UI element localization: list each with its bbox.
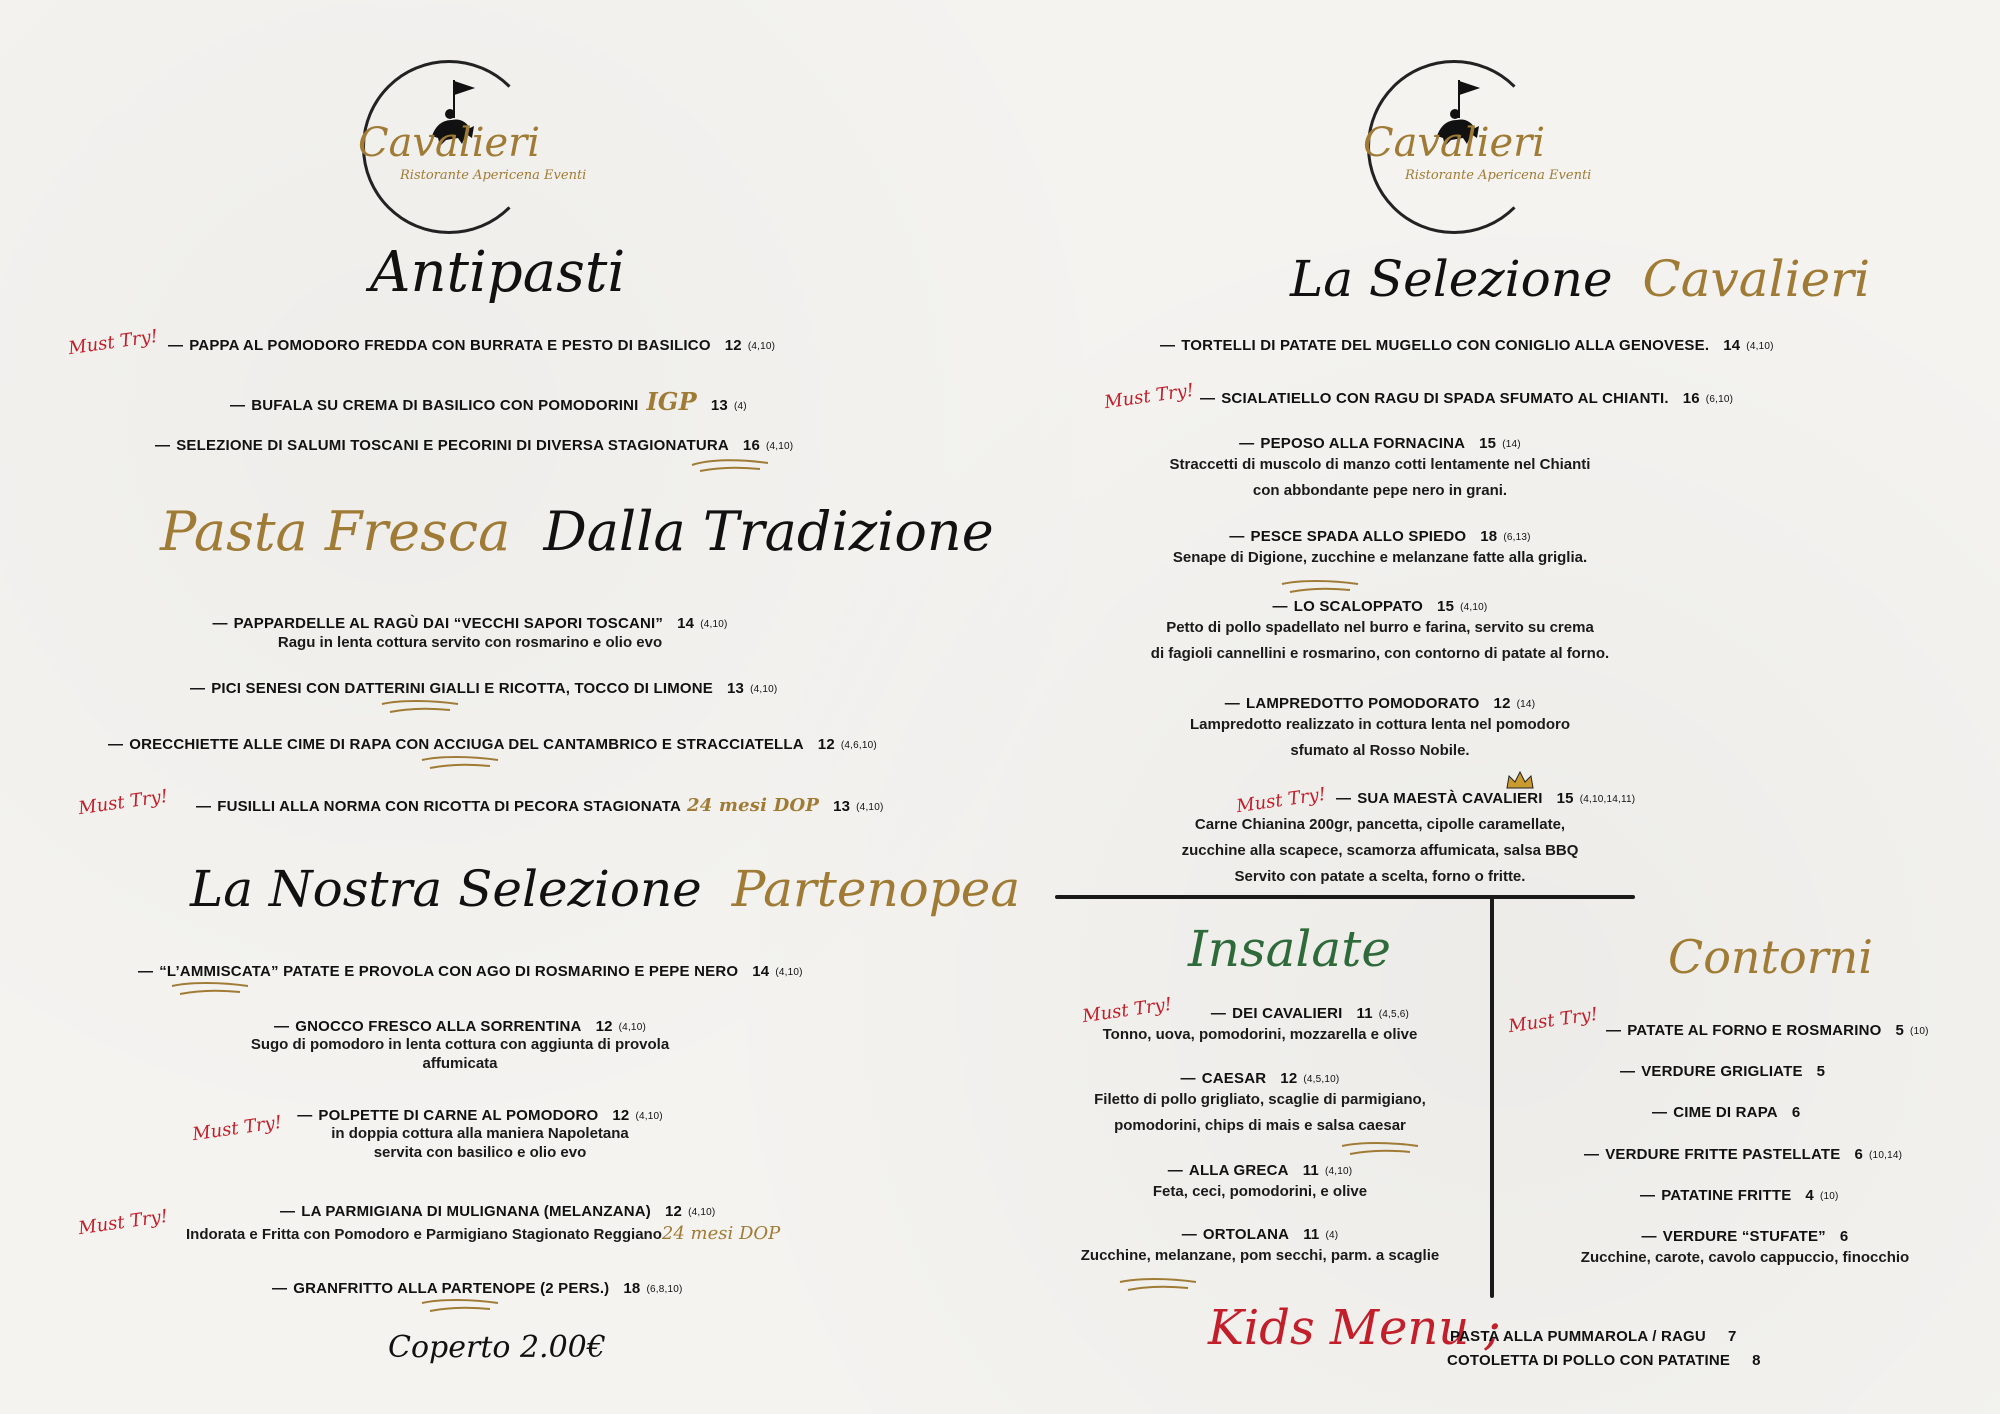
menu-item: — ORTOLANA 11 (4) Zucchine, melanzane, pom secchi, parm. a scaglie <box>1030 1226 1490 1269</box>
item-name: ORECCHIETTE ALLE CIME DI RAPA CON ACCIUGA DEL CANTAMBRICO E STRACCIATELLA <box>129 736 804 753</box>
item-description: Filetto di pollo grigliato, scaglie di parmigiano, <box>1094 1091 1426 1108</box>
item-name: VERDURE FRITTE PASTELLATE <box>1605 1146 1841 1163</box>
item-name: CIME DI RAPA <box>1673 1104 1778 1121</box>
item-description: Feta, ceci, pomodorini, e olive <box>1152 1183 1368 1200</box>
must-try-badge: Must Try! <box>1234 783 1328 818</box>
horizontal-divider <box>1055 895 1635 899</box>
item-description: affumicata <box>422 1055 498 1072</box>
menu-item-description-row <box>186 1222 780 1248</box>
menu-item: — PEPOSO ALLA FORNACINA 15 (14) Straccetti di muscolo di manzo cotti lentamente nel Chianti con abbondante pepe nero in grani. <box>1110 435 1650 504</box>
title-part-black: La Nostra Selezione <box>190 860 702 918</box>
menu-item: — DEI CAVALIERI 11 (4,5,6) Tonno, uova, pomodorini, mozzarella e olive <box>1040 1005 1480 1048</box>
title-part-gold: Pasta Fresca <box>160 500 511 563</box>
item-price: 14 <box>1723 337 1741 354</box>
menu-item: — LO SCALOPPATO 15 (4,10) Petto di pollo spadellato nel burro e farina, servito su crema di fagioli cannellini e rosmarino, con contorno di patate al forno. <box>1070 598 1690 667</box>
item-price: 18 <box>623 1280 641 1297</box>
crown-icon <box>1505 770 1535 792</box>
section-title-insalate: Insalate <box>1188 920 1391 978</box>
title-part-black: Dalla Tradizione <box>543 500 994 563</box>
title-part-gold: Partenopea <box>731 860 1021 918</box>
gold-swash <box>420 1297 500 1317</box>
item-price: 14 <box>752 963 770 980</box>
item-price: 12 <box>1493 695 1511 712</box>
item-allergens: (4,10,14,11) <box>1579 793 1636 805</box>
item-name: SCIALATIELLO CON RAGU DI SPADA SFUMATO AL CHIANTI. <box>1221 390 1669 407</box>
item-allergens: (4,10) <box>775 966 803 978</box>
item-price: 6 <box>1854 1146 1864 1163</box>
coperto-note: Coperto 2.00€ <box>388 1330 606 1365</box>
section-title-pasta <box>160 500 994 563</box>
dop-tag: 24 mesi DOP <box>661 1223 781 1244</box>
item-allergens: (4,10) <box>688 1206 716 1218</box>
gold-swash <box>170 980 250 1000</box>
menu-item: — SCIALATIELLO CON RAGU DI SPADA SFUMATO AL CHIANTI. 16 (6,10) <box>1200 390 1734 407</box>
item-allergens: (4,10) <box>700 618 728 630</box>
item-description: servita con basilico e olio evo <box>373 1144 587 1161</box>
item-name: PAPPA AL POMODORO FREDDA CON BURRATA E PESTO DI BASILICO <box>189 337 711 354</box>
item-name: PASTA ALLA PUMMAROLA / RAGU <box>1450 1328 1706 1345</box>
item-price: 11 <box>1356 1005 1373 1022</box>
gold-swash <box>380 698 460 718</box>
section-title-kids: Kids Menu ; <box>1208 1300 1501 1356</box>
menu-item: — PAPPA AL POMODORO FREDDA CON BURRATA E PESTO DI BASILICO 12 (4,10) <box>168 337 776 354</box>
item-description: Tonno, uova, pomodorini, mozzarella e olive <box>1102 1026 1418 1043</box>
menu-item: — PAPPARDELLE AL RAGÙ DAI “VECCHI SAPORI TOSCANI” 14 (4,10) Ragu in lenta cottura servito con rosmarino e olio evo <box>120 615 820 654</box>
item-price: 12 <box>664 1203 683 1220</box>
item-allergens: (4,10) <box>618 1021 646 1033</box>
must-try-badge: Must Try! <box>190 1111 284 1146</box>
item-allergens: (10,14) <box>1869 1149 1903 1161</box>
item-name: ORTOLANA <box>1202 1226 1290 1243</box>
item-allergens: (4,10) <box>1746 340 1774 352</box>
item-allergens: (10) <box>1819 1190 1839 1202</box>
item-price: 4 <box>1805 1187 1814 1204</box>
item-description: con abbondante pepe nero in grani. <box>1252 482 1508 499</box>
item-price: 12 <box>817 736 835 753</box>
item-price: 18 <box>1480 528 1498 545</box>
item-description: Sugo di pomodoro in lenta cottura con aggiunta di provola <box>250 1036 670 1053</box>
item-name: PATATINE FRITTE <box>1661 1187 1792 1204</box>
item-name: “L’AMMISCATA” PATATE E PROVOLA CON AGO DI ROSMARINO E PEPE NERO <box>159 963 739 980</box>
item-price: 15 <box>1556 790 1574 807</box>
must-try-badge: Must Try! <box>1506 1003 1600 1038</box>
menu-item: — PICI SENESI CON DATTERINI GIALLI E RICOTTA, TOCCO DI LIMONE 13 (4,10) <box>190 680 778 697</box>
item-price: 5 <box>1816 1063 1826 1080</box>
item-name: FUSILLI ALLA NORMA CON RICOTTA DI PECORA STAGIONATA <box>217 798 681 815</box>
logo-tagline: Ristorante Apericena Eventi <box>400 168 587 183</box>
item-price: 13 <box>710 397 728 414</box>
item-allergens: (4,10) <box>1324 1165 1353 1177</box>
must-try-badge: Must Try! <box>76 1205 170 1240</box>
item-allergens: (4,10) <box>766 440 794 452</box>
item-allergens: (4,10) <box>750 683 778 695</box>
item-allergens: (4,10) <box>1460 601 1488 613</box>
section-title-contorni: Contorni <box>1668 930 1874 984</box>
menu-item <box>1447 1352 1761 1369</box>
item-allergens: (14) <box>1502 438 1521 450</box>
menu-item <box>1450 1328 1736 1345</box>
item-price: 13 <box>833 798 851 815</box>
dop-tag: 24 mesi DOP <box>686 795 820 816</box>
item-allergens: (4,10) <box>635 1110 663 1122</box>
menu-item: — ALLA GRECA 11 (4,10) Feta, ceci, pomodorini, e olive <box>1040 1162 1480 1205</box>
item-price: 5 <box>1895 1022 1905 1039</box>
item-price: 12 <box>595 1018 613 1035</box>
item-name: LAMPREDOTTO POMODORATO <box>1245 695 1480 712</box>
menu-item: — PATATE AL FORNO E ROSMARINO 5 (10) <box>1606 1022 1929 1039</box>
item-price: 11 <box>1303 1226 1320 1243</box>
logo-tagline: Ristorante Apericena Eventi <box>1405 168 1592 183</box>
section-title-selezione <box>1290 250 1870 308</box>
item-allergens: (14) <box>1516 698 1536 710</box>
menu-item: — VERDURE GRIGLIATE 5 <box>1620 1063 1826 1080</box>
item-name: LA PARMIGIANA DI MULIGNANA (MELANZANA) <box>301 1203 651 1220</box>
item-name: SUA MAESTÀ CAVALIERI <box>1357 790 1543 807</box>
must-try-badge: Must Try! <box>66 325 160 360</box>
item-description: Petto di pollo spadellato nel burro e farina, servito su crema <box>1166 619 1594 636</box>
logo-name: Cavalieri <box>1363 120 1546 166</box>
item-allergens: (4,6,10) <box>840 739 877 751</box>
menu-item: — PATATINE FRITTE 4 (10) <box>1640 1187 1839 1204</box>
item-description: zucchine alla scapece, scamorza affumicata, salsa BBQ <box>1181 842 1579 859</box>
menu-item: — CIME DI RAPA 6 <box>1652 1104 1801 1121</box>
item-description: pomodorini, chips di mais e salsa caesar <box>1114 1117 1406 1134</box>
item-name: DEI CAVALIERI <box>1232 1005 1343 1022</box>
item-name: PICI SENESI CON DATTERINI GIALLI E RICOTTA, TOCCO DI LIMONE <box>211 680 714 697</box>
menu-item: — FUSILLI ALLA NORMA CON RICOTTA DI PECORA STAGIONATA 24 mesi DOP 13 (4,10) <box>196 795 884 816</box>
item-description: Lampredotto realizzato in cottura lenta nel pomodoro <box>1189 716 1571 733</box>
item-description: Zucchine, carote, cavolo cappuccio, finocchio <box>1580 1249 1910 1266</box>
item-name: GNOCCO FRESCO ALLA SORRENTINA <box>295 1018 582 1035</box>
menu-item: — TORTELLI DI PATATE DEL MUGELLO CON CONIGLIO ALLA GENOVESE. 14 (4,10) <box>1160 337 1774 354</box>
gold-swash <box>420 754 500 774</box>
item-name: PATATE AL FORNO E ROSMARINO <box>1627 1022 1882 1039</box>
menu-item: — GNOCCO FRESCO ALLA SORRENTINA 12 (4,10) Sugo di pomodoro in lenta cottura con aggiunta di provola affumicata <box>160 1018 760 1073</box>
gold-swash <box>1280 578 1360 598</box>
item-price: 15 <box>1479 435 1497 452</box>
item-name: VERDURE GRIGLIATE <box>1641 1063 1803 1080</box>
item-allergens: (6,13) <box>1503 531 1531 543</box>
menu-item: — ORECCHIETTE ALLE CIME DI RAPA CON ACCIUGA DEL CANTAMBRICO E STRACCIATELLA 12 (4,6,10) <box>108 736 877 753</box>
item-name: PESCE SPADA ALLO SPIEDO <box>1250 528 1467 545</box>
item-price: 7 <box>1727 1328 1737 1345</box>
menu-item: — VERDURE “STUFATE” 6 Zucchine, carote, cavolo cappuccio, finocchio <box>1510 1228 1980 1271</box>
gold-swash <box>690 455 770 475</box>
item-price: 15 <box>1437 598 1455 615</box>
item-name: POLPETTE DI CARNE AL POMODORO <box>318 1107 599 1124</box>
item-name: BUFALA SU CREMA DI BASILICO CON POMODORINI <box>251 397 639 414</box>
must-try-badge: Must Try! <box>1102 379 1196 414</box>
section-title-partenopea <box>190 860 1020 918</box>
item-name: ALLA GRECA <box>1188 1162 1289 1179</box>
item-allergens: (6,10) <box>1705 393 1734 405</box>
item-description: Ragu in lenta cottura servito con rosmarino e olio evo <box>277 634 663 651</box>
must-try-badge: Must Try! <box>1080 993 1174 1028</box>
menu-item: — GRANFRITTO ALLA PARTENOPE (2 PERS.) 18 (6,8,10) <box>272 1280 683 1297</box>
item-description: Senape di Digione, zucchine e melanzane fatte alla griglia. <box>1172 549 1588 566</box>
item-allergens: (4) <box>733 400 747 412</box>
gold-swash <box>1118 1276 1198 1296</box>
item-name: TORTELLI DI PATATE DEL MUGELLO CON CONIGLIO ALLA GENOVESE. <box>1181 337 1710 354</box>
item-name: VERDURE “STUFATE” <box>1662 1228 1826 1245</box>
section-title-antipasti: Antipasti <box>370 240 626 305</box>
vertical-divider <box>1490 898 1494 1298</box>
item-description: Carne Chianina 200gr, pancetta, cipolle caramellate, <box>1194 816 1566 833</box>
item-allergens: (4,10) <box>747 340 776 352</box>
item-price: 12 <box>724 337 742 354</box>
title-part-gold: Cavalieri <box>1642 250 1871 308</box>
item-price: 8 <box>1752 1352 1761 1369</box>
item-price: 6 <box>1839 1228 1849 1245</box>
item-name: LO SCALOPPATO <box>1293 598 1424 615</box>
must-try-badge: Must Try! <box>76 785 170 820</box>
item-description: Indorata e Fritta con Pomodoro e Parmigiano Stagionato Reggiano <box>186 1226 662 1243</box>
item-allergens: (4,5,10) <box>1303 1073 1340 1085</box>
item-price: 14 <box>677 615 695 632</box>
item-name: PAPPARDELLE AL RAGÙ DAI “VECCHI SAPORI TOSCANI” <box>233 615 664 632</box>
menu-item: — VERDURE FRITTE PASTELLATE 6 (10,14) <box>1584 1146 1903 1163</box>
menu-item: — LA PARMIGIANA DI MULIGNANA (MELANZANA) 12 (4,10) <box>280 1203 716 1220</box>
item-description: sfumato al Rosso Nobile. <box>1290 742 1470 759</box>
item-allergens: (4) <box>1325 1229 1339 1241</box>
item-description: Servito con patate a scelta, forno o fritte. <box>1234 868 1526 885</box>
item-allergens: (6,8,10) <box>646 1283 683 1295</box>
item-allergens: (10) <box>1910 1025 1929 1037</box>
item-description: di fagioli cannellini e rosmarino, con contorno di patate al forno. <box>1150 645 1610 662</box>
item-price: 16 <box>1682 390 1700 407</box>
item-name: COTOLETTA DI POLLO CON PATATINE <box>1447 1352 1731 1369</box>
menu-item: — PESCE SPADA ALLO SPIEDO 18 (6,13) Senape di Digione, zucchine e melanzane fatte alla griglia. <box>1110 528 1650 571</box>
logo-name: Cavalieri <box>358 120 541 166</box>
item-name: PEPOSO ALLA FORNACINA <box>1260 435 1466 452</box>
item-allergens: (4,10) <box>856 801 884 813</box>
item-allergens: (4,5,6) <box>1378 1008 1410 1020</box>
item-price: 12 <box>1280 1070 1298 1087</box>
gold-swash <box>1340 1140 1420 1160</box>
menu-item: — “L’AMMISCATA” PATATE E PROVOLA CON AGO DI ROSMARINO E PEPE NERO 14 (4,10) <box>138 963 803 980</box>
item-price: 12 <box>612 1107 630 1124</box>
item-name: SELEZIONE DI SALUMI TOSCANI E PECORINI DI DIVERSA STAGIONATURA <box>176 437 729 454</box>
menu-item: — SELEZIONE DI SALUMI TOSCANI E PECORINI DI DIVERSA STAGIONATURA 16 (4,10) <box>155 437 794 454</box>
menu-item: — POLPETTE DI CARNE AL POMODORO 12 (4,10) in doppia cottura alla maniera Napoletana servita con basilico e olio evo <box>270 1107 690 1162</box>
igp-tag: IGP <box>646 387 697 416</box>
item-price: 13 <box>727 680 745 697</box>
menu-item: — SUA MAESTÀ CAVALIERI 15 (4,10,14,11) <box>1336 790 1636 807</box>
menu-item: — LAMPREDOTTO POMODORATO 12 (14) Lampredotto realizzato in cottura lenta nel pomodoro sfumato al Rosso Nobile. <box>1110 695 1650 764</box>
item-description: in doppia cottura alla maniera Napoletana <box>331 1125 629 1142</box>
item-price: 6 <box>1791 1104 1801 1121</box>
menu-item: — BUFALA SU CREMA DI BASILICO CON POMODORINI IGP 13 (4) <box>230 387 747 416</box>
title-part-black: La Selezione <box>1290 250 1613 308</box>
menu-item: — CAESAR 12 (4,5,10) Filetto di pollo grigliato, scaglie di parmigiano, pomodorini, chips di mais e salsa caesar <box>1040 1070 1480 1139</box>
menu-item-description <box>1110 812 1650 890</box>
item-name: CAESAR <box>1201 1070 1267 1087</box>
item-price: 11 <box>1302 1162 1319 1179</box>
item-description: Straccetti di muscolo di manzo cotti lentamente nel Chianti <box>1169 456 1591 473</box>
item-name: GRANFRITTO ALLA PARTENOPE (2 PERS.) <box>293 1280 610 1297</box>
item-description: Zucchine, melanzane, pom secchi, parm. a scaglie <box>1080 1247 1440 1264</box>
item-price: 16 <box>742 437 761 454</box>
